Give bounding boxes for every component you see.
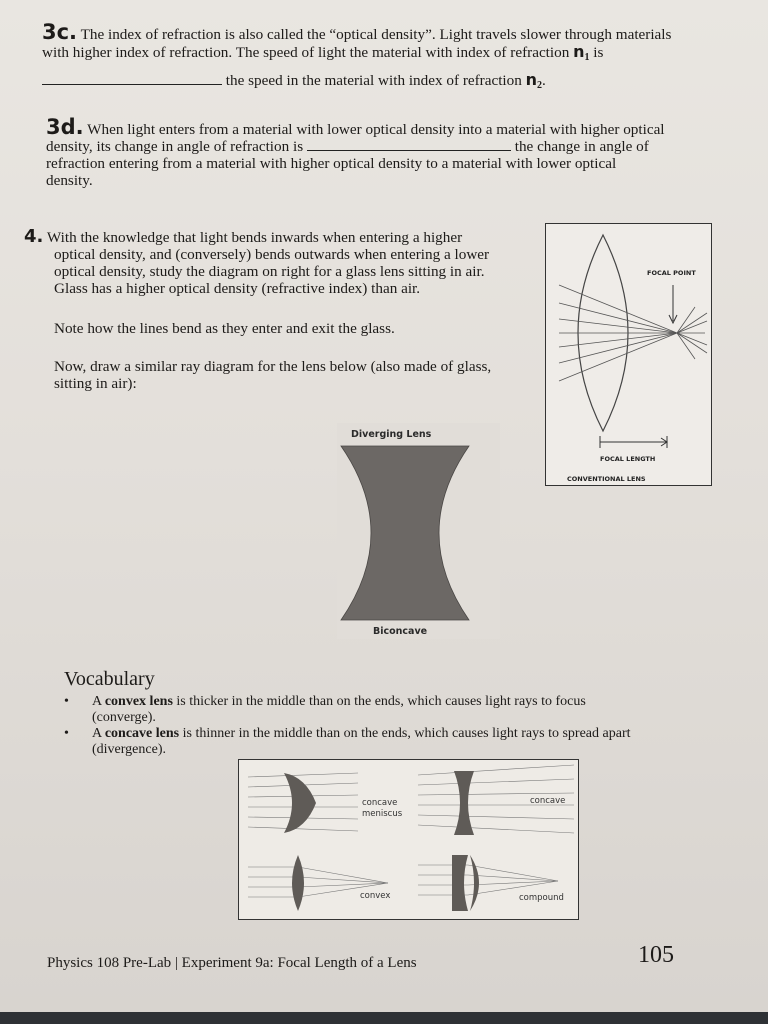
focal-point-label: FOCAL POINT (647, 269, 696, 277)
question-3d-line1: When light enters from a material with lower optical density into a material with higher optical (87, 121, 665, 138)
bullet-dot: • (64, 726, 69, 741)
question-3c-answer-line (42, 71, 742, 94)
conventional-lens-diagram (545, 223, 712, 486)
question-4-note: Note how the lines bend as they enter and exit the glass. (54, 320, 395, 337)
answer-blank-3c[interactable] (42, 72, 222, 85)
lens-types-figure (238, 759, 579, 920)
answer-blank-3d[interactable] (307, 138, 511, 151)
vocab-item-convex (64, 694, 684, 726)
question-4 (24, 228, 524, 246)
question-4-instruction-line1: Now, draw a similar ray diagram for the lens below (also made of glass, (54, 358, 492, 375)
vocab-item-concave (64, 726, 714, 758)
question-4-line2: optical density, and (conversely) bends outwards when entering a lower (54, 246, 490, 263)
biconcave-label: Biconcave (373, 626, 428, 637)
vocabulary-heading: Vocabulary (64, 668, 155, 690)
question-3d-line4: density. (46, 172, 93, 189)
question-4-line4: Glass has a higher optical density (refractive index) than air. (54, 280, 421, 297)
conventional-lens-caption: CONVENTIONAL LENS (567, 475, 646, 483)
n2-symbol: n (525, 70, 538, 89)
focal-length-label: FOCAL LENGTH (600, 455, 656, 463)
question-3c-line2: with higher index of refraction. The speed of light the material with index of refraction (42, 44, 570, 61)
question-3c-is: is (593, 44, 604, 61)
page-number: 105 (638, 942, 674, 968)
question-3c-line1: The index of refraction is also called the “optical density”. Light travels slower through materials (80, 26, 672, 43)
vocab-term-concave-lens: concave lens (104, 726, 180, 741)
question-number-3d: 3d. (46, 115, 84, 139)
page-footer: Physics 108 Pre-Lab | Experiment 9a: Focal Length of a Lens (47, 955, 417, 971)
vocab-term-convex-lens: convex lens (104, 694, 173, 709)
concave-meniscus-label-1: concave (362, 798, 398, 808)
question-3c (42, 20, 742, 66)
question-4-instruction (54, 358, 534, 392)
question-4-line3: optical density, study the diagram on right for a glass lens sitting in air. (54, 263, 485, 280)
question-number-3c: 3c. (42, 20, 78, 44)
bullet-dot: • (64, 694, 69, 709)
convex-label: convex (360, 891, 391, 901)
vocab-definition: is thinner in the middle than on the ends, which causes light rays to spread apart (182, 726, 631, 741)
question-3c-line3: the speed in the material with index of refraction (225, 72, 522, 89)
vocab-prefix: A (92, 726, 102, 741)
vocab-definition-cont: (converge). (92, 710, 156, 725)
question-3d-line3: refraction entering from a material with higher optical density to a material with lower optical (46, 155, 617, 172)
n2-subscript: 2 (537, 80, 543, 91)
period: . (542, 72, 546, 89)
vocab-prefix: A (92, 694, 102, 709)
question-4-instruction-line2: sitting in air): (54, 375, 137, 392)
table-surface (0, 1012, 768, 1024)
n1-subscript: 1 (584, 52, 590, 63)
concave-label: concave (530, 796, 566, 806)
question-3d (46, 115, 736, 189)
vocab-definition: is thicker in the middle than on the ends, which causes light rays to focus (176, 694, 586, 709)
compound-label: compound (519, 893, 564, 903)
question-number-4: 4. (24, 226, 44, 247)
question-3d-line2a: density, its change in angle of refraction is (46, 138, 304, 155)
vocab-definition-cont: (divergence). (92, 742, 166, 757)
diverging-lens-title: Diverging Lens (351, 429, 432, 440)
diverging-lens-figure (337, 423, 500, 639)
question-4-line1: With the knowledge that light bends inwards when entering a higher (46, 229, 463, 246)
question-3d-line2b: the change in angle of (514, 138, 649, 155)
concave-meniscus-label-2: meniscus (362, 809, 403, 819)
n1-symbol: n (573, 42, 585, 61)
question-4-body (54, 246, 534, 297)
